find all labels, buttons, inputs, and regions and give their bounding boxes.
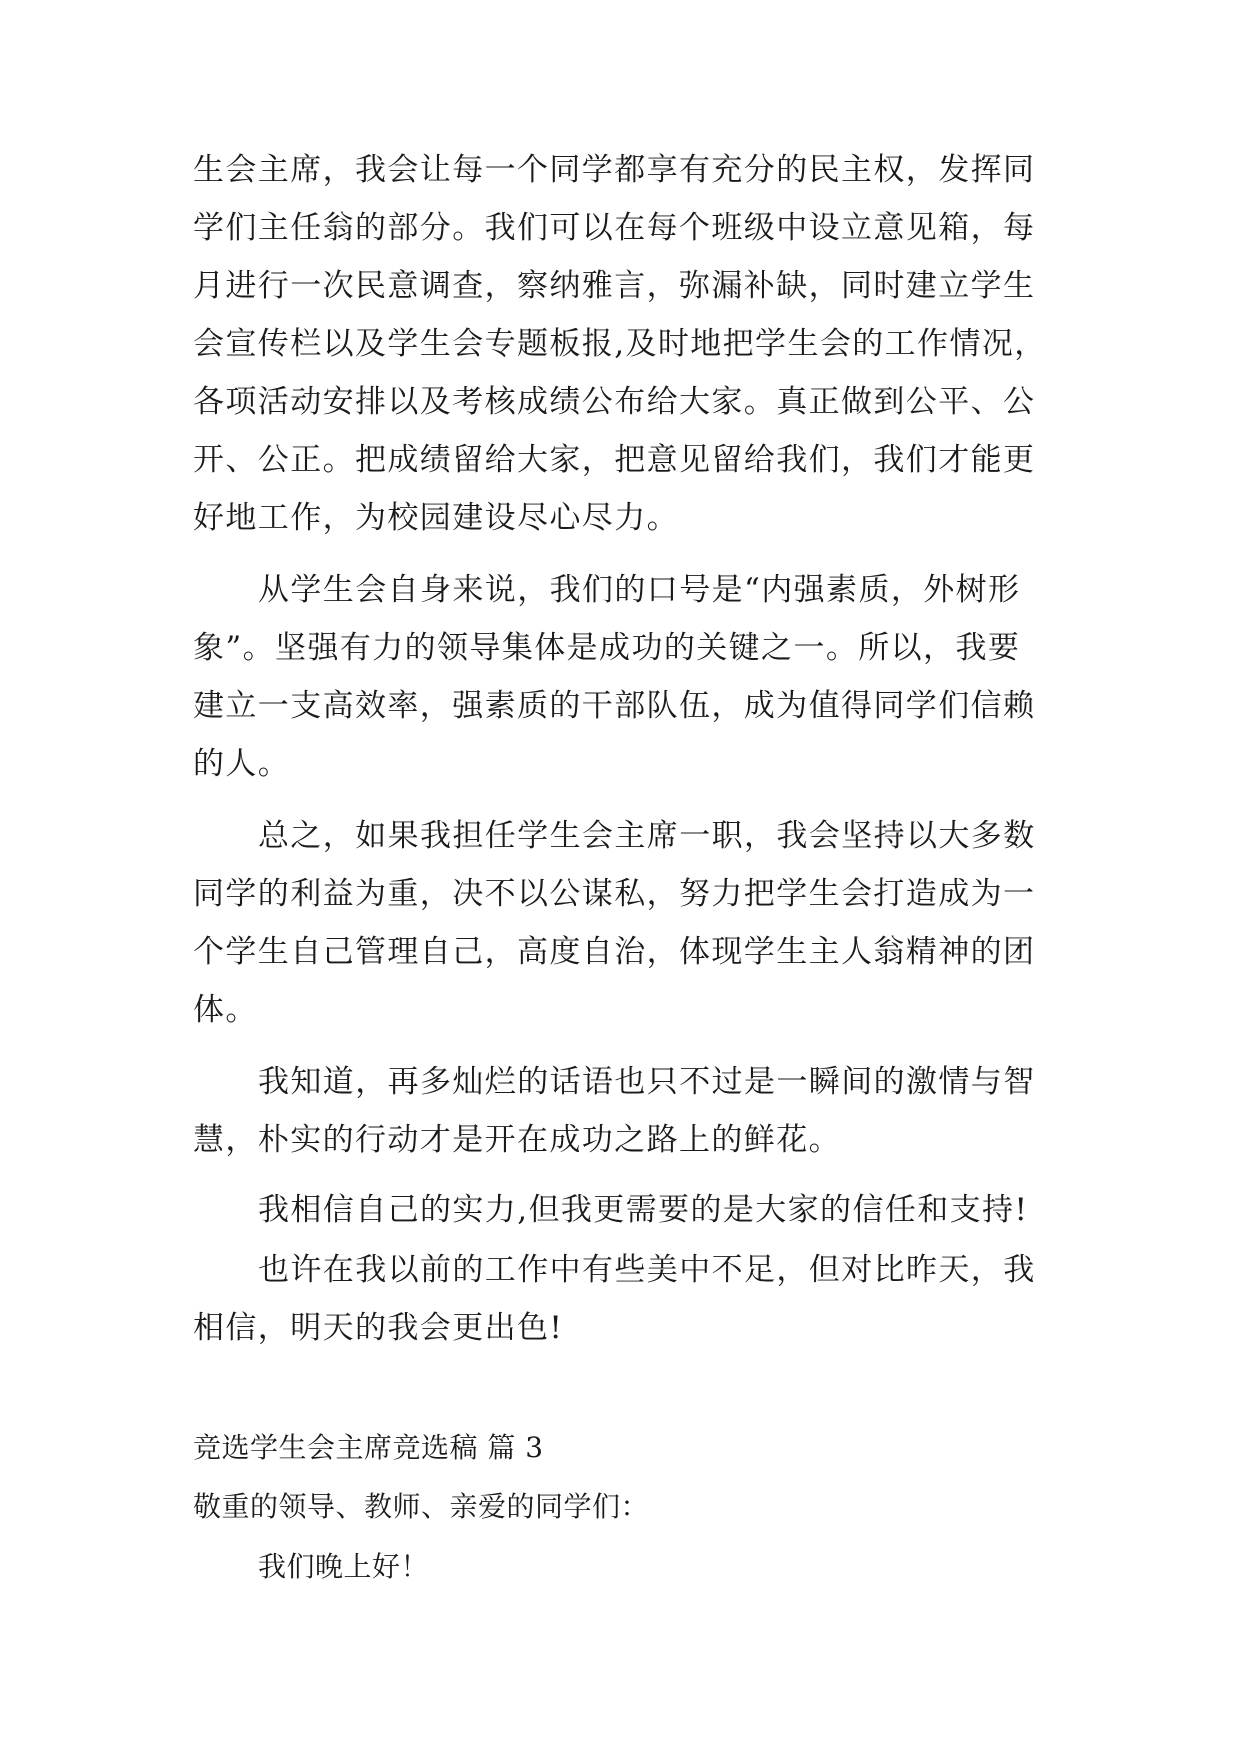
salutation: 敬重的领导、教师、亲爱的同学们： <box>193 1490 650 1523</box>
paragraph-line: 好地工作，为校园建设尽心尽力。 <box>193 500 679 536</box>
paragraph-line: 建立一支高效率，强素质的干部队伍，成为值得同学们信赖 <box>193 688 1036 724</box>
paragraph-line: 月进行一次民意调查，察纳雅言，弥漏补缺，同时建立学生 <box>193 268 1036 304</box>
paragraph-line: 开、公正。把成绩留给大家，把意见留给我们，我们才能更 <box>193 442 1036 478</box>
paragraph-line: 的人。 <box>193 746 291 782</box>
greeting: 我们晚上好！ <box>258 1550 430 1583</box>
section-title: 竞选学生会主席竞选稿 篇 3 <box>193 1431 544 1464</box>
paragraph-line: 我相信自己的实力,但我更需要的是大家的信任和支持! <box>258 1192 1029 1228</box>
paragraph-line: 从学生会自身来说，我们的口号是“内强素质，外树形 <box>258 572 1021 608</box>
paragraph-line: 会宣传栏以及学生会专题板报,及时地把学生会的工作情况， <box>193 326 1047 362</box>
paragraph-line: 各项活动安排以及考核成绩公布给大家。真正做到公平、公 <box>193 384 1036 420</box>
paragraph-line: 总之，如果我担任学生会主席一职，我会坚持以大多数 <box>258 818 1036 854</box>
paragraph-line: 生会主席，我会让每一个同学都享有充分的民主权，发挥同 <box>193 152 1036 188</box>
paragraph-line: 同学的利益为重，决不以公谋私，努力把学生会打造成为一 <box>193 876 1036 912</box>
paragraph-line: 学们主任翁的部分。我们可以在每个班级中设立意见箱，每 <box>193 210 1036 246</box>
paragraph-line: 象”。坚强有力的领导集体是成功的关键之一。所以，我要 <box>193 630 1021 666</box>
paragraph-line: 慧，朴实的行动才是开在成功之路上的鲜花。 <box>193 1122 841 1158</box>
paragraph-line: 体。 <box>193 992 258 1028</box>
paragraph-line: 个学生自己管理自己，高度自治，体现学生主人翁精神的团 <box>193 934 1036 970</box>
paragraph-line: 相信，明天的我会更出色! <box>193 1310 564 1346</box>
paragraph-line: 我知道，再多灿烂的话语也只不过是一瞬间的激情与智 <box>258 1064 1036 1100</box>
paragraph-line: 也许在我以前的工作中有些美中不足，但对比昨天，我 <box>258 1252 1036 1288</box>
